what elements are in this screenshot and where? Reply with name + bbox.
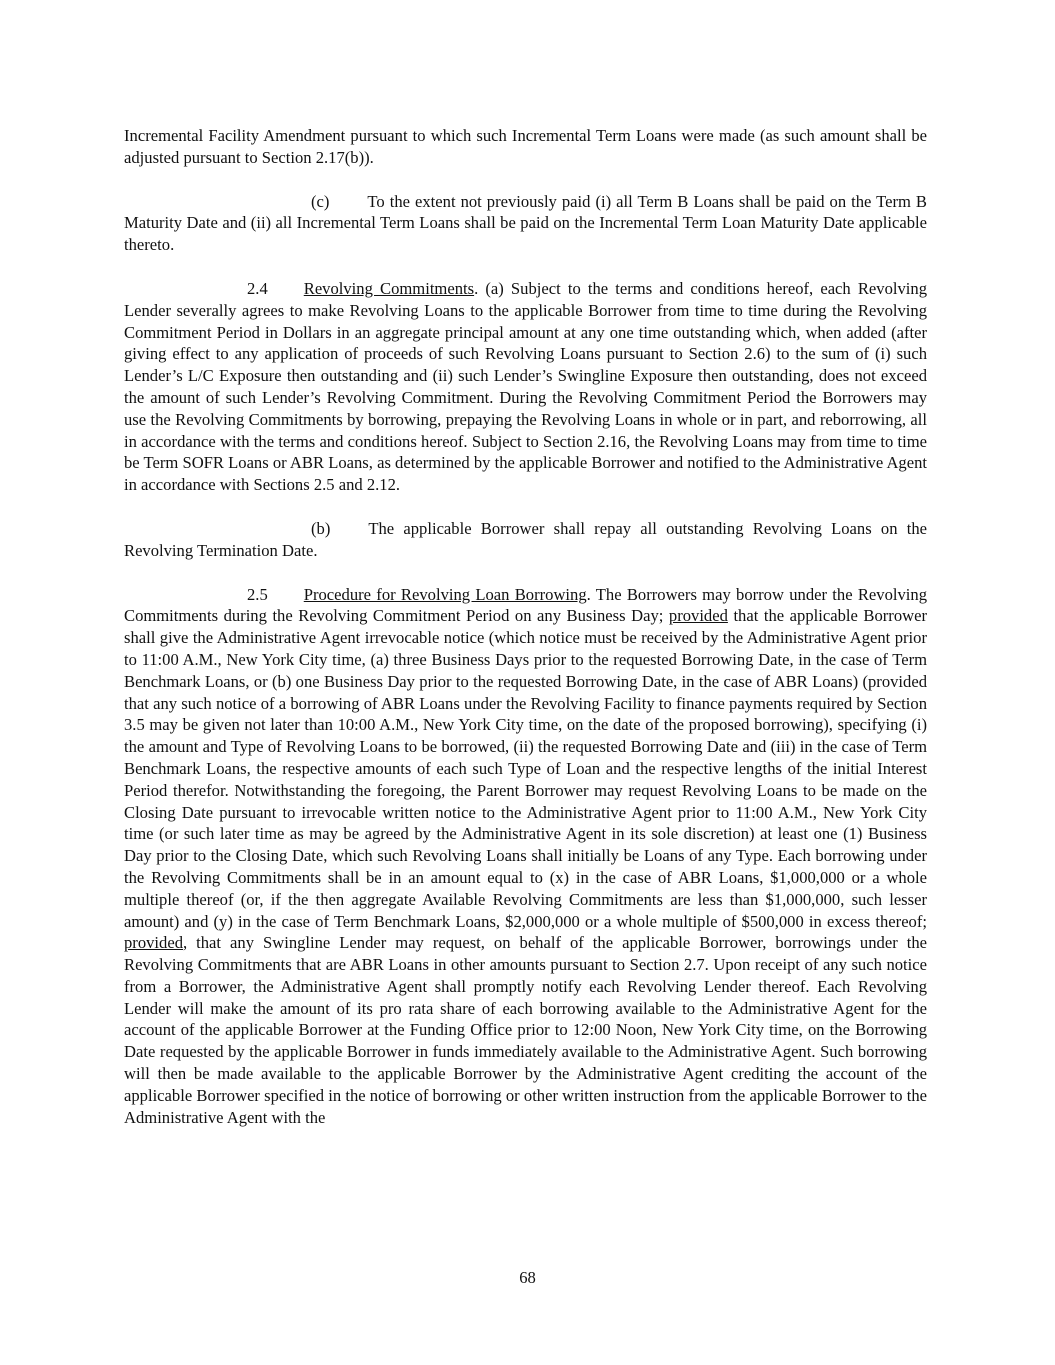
paragraph-text: . (a) Subject to the terms and conditions hereof, each Revolving Lender severally agrees to make Revolving Loans to the applicable Borrower from time to time during the Revolving Commitment Period in Dollars in an aggregate principal amount at any one time outstanding which, when added (after giving effect to any application of proceeds of such Revolving Loans pursuant to Section 2.6) to the sum of (i) such Lender’s L/C Exposure then outstanding and (ii) such Lender’s Swingline Exposure then outstanding, does not exceed the amount of such Lender’s Revolving Commitment. During the Revolving Commitment Period the Borrowers may use the Revolving Commitments by borrowing, prepaying the Revolving Loans in whole or in part, and reborrowing, all in accordance with the terms and conditions hereof. Subject to Section 2.16, the Revolving Loans may from time to time be Term SOFR Loans or ABR Loans, as determined by the applicable Borrower and notified to the Administrative Agent in accordance with Sections 2.5 and 2.12. (124, 278, 927, 495)
document-page (124, 125, 927, 1128)
paragraph-2-3-c (124, 191, 927, 256)
page-number: 68 (519, 1268, 536, 1287)
paragraph-text: Incremental Facility Amendment pursuant to which such Incremental Term Loans were made (as such amount shall be adjusted pursuant to Section 2.17(b)). (124, 126, 927, 167)
paragraph-2-4-b (124, 518, 927, 562)
paragraph-text: To the extent not previously paid (i) all Term B Loans shall be paid on the Term B Maturity Date and (ii) all Incremental Term Loans shall be paid on the Incremental Term Loan Maturity Date applicable thereto. (124, 191, 927, 255)
clause-label: (c) (311, 191, 330, 211)
provided-term: provided (668, 606, 728, 626)
clause-label: (b) (311, 518, 331, 538)
section-2-4 (124, 278, 927, 496)
paragraph-text: . The Borrowers may borrow under the Revolving Commitments during the Revolving Commitment Period on any Business Day; (124, 584, 928, 626)
provided-term: provided (124, 933, 183, 953)
section-number: 2.4 (247, 278, 268, 298)
paragraph-text: The applicable Borrower shall repay all outstanding Revolving Loans on the Revolving Termination Date. (124, 518, 927, 560)
paragraph-text: , that any Swingline Lender may request, on behalf of the applicable Borrower, borrowings under the Revolving Commitments that are ABR Loans in other amounts pursuant to Section 2.7. Upon receipt of any such notice from a Borrower, the Administrative Agent shall promptly notify each Revolving Lender thereof. Each Revolving Lender will make the amount of its pro rata share of each borrowing available to the Administrative Agent for the account of the applicable Borrower at the Funding Office prior to 12:00 Noon, New York City time, on the Borrowing Date requested by the applicable Borrower in funds immediately available to the Administrative Agent. Such borrowing will then be made available to the applicable Borrower by the Administrative Agent crediting the account of the applicable Borrower specified in the notice of borrowing or other written instruction from the applicable Borrower to the Administrative Agent with the (124, 933, 927, 1127)
paragraph-text: that the applicable Borrower shall give the Administrative Agent irrevocable notice (which notice must be received by the Administrative Agent prior to 11:00 A.M., New York City time, (a) three Business Days prior to the requested Borrowing Date, in the case of Term Benchmark Loans, or (b) one Business Day prior to the requested Borrowing Date, in the case of ABR Loans) (provided that any such notice of a borrowing of ABR Loans under the Revolving Facility to finance payments required by Section 3.5 may be given not later than 10:00 A.M., New York City time, on the date of the proposed borrowing), specifying (i) the amount and Type of Revolving Loans to be borrowed, (ii) the requested Borrowing Date and (iii) in the case of Term Benchmark Loans, the respective amounts of each such Type of Loan and the respective lengths of the initial Interest Period therefor. Notwithstanding the foregoing, the Parent Borrower may request Revolving Loans to be made on the Closing Date pursuant to irrevocable written notice to the Administrative Agent prior to 11:00 A.M., New York City time (or such later time as may be agreed by the Administrative Agent in its sole discretion) at least one (1) Business Day prior to the Closing Date, which such Revolving Loans shall initially be Loans of any Type. Each borrowing under the Revolving Commitments shall be in an amount equal to (x) in the case of ABR Loans, $1,000,000 or a whole multiple thereof (or, if the then aggregate Available Revolving Commitments are less than $1,000,000, such lesser amount) and (y) in the case of Term Benchmark Loans, $2,000,000 or a whole multiple of $500,000 in excess thereof; (124, 606, 927, 931)
section-heading: Revolving Commitments (303, 278, 475, 298)
section-number: 2.5 (247, 584, 268, 604)
section-heading: Procedure for Revolving Loan Borrowing (303, 584, 587, 604)
section-2-5 (124, 584, 927, 1129)
paragraph-continuation (124, 125, 927, 169)
